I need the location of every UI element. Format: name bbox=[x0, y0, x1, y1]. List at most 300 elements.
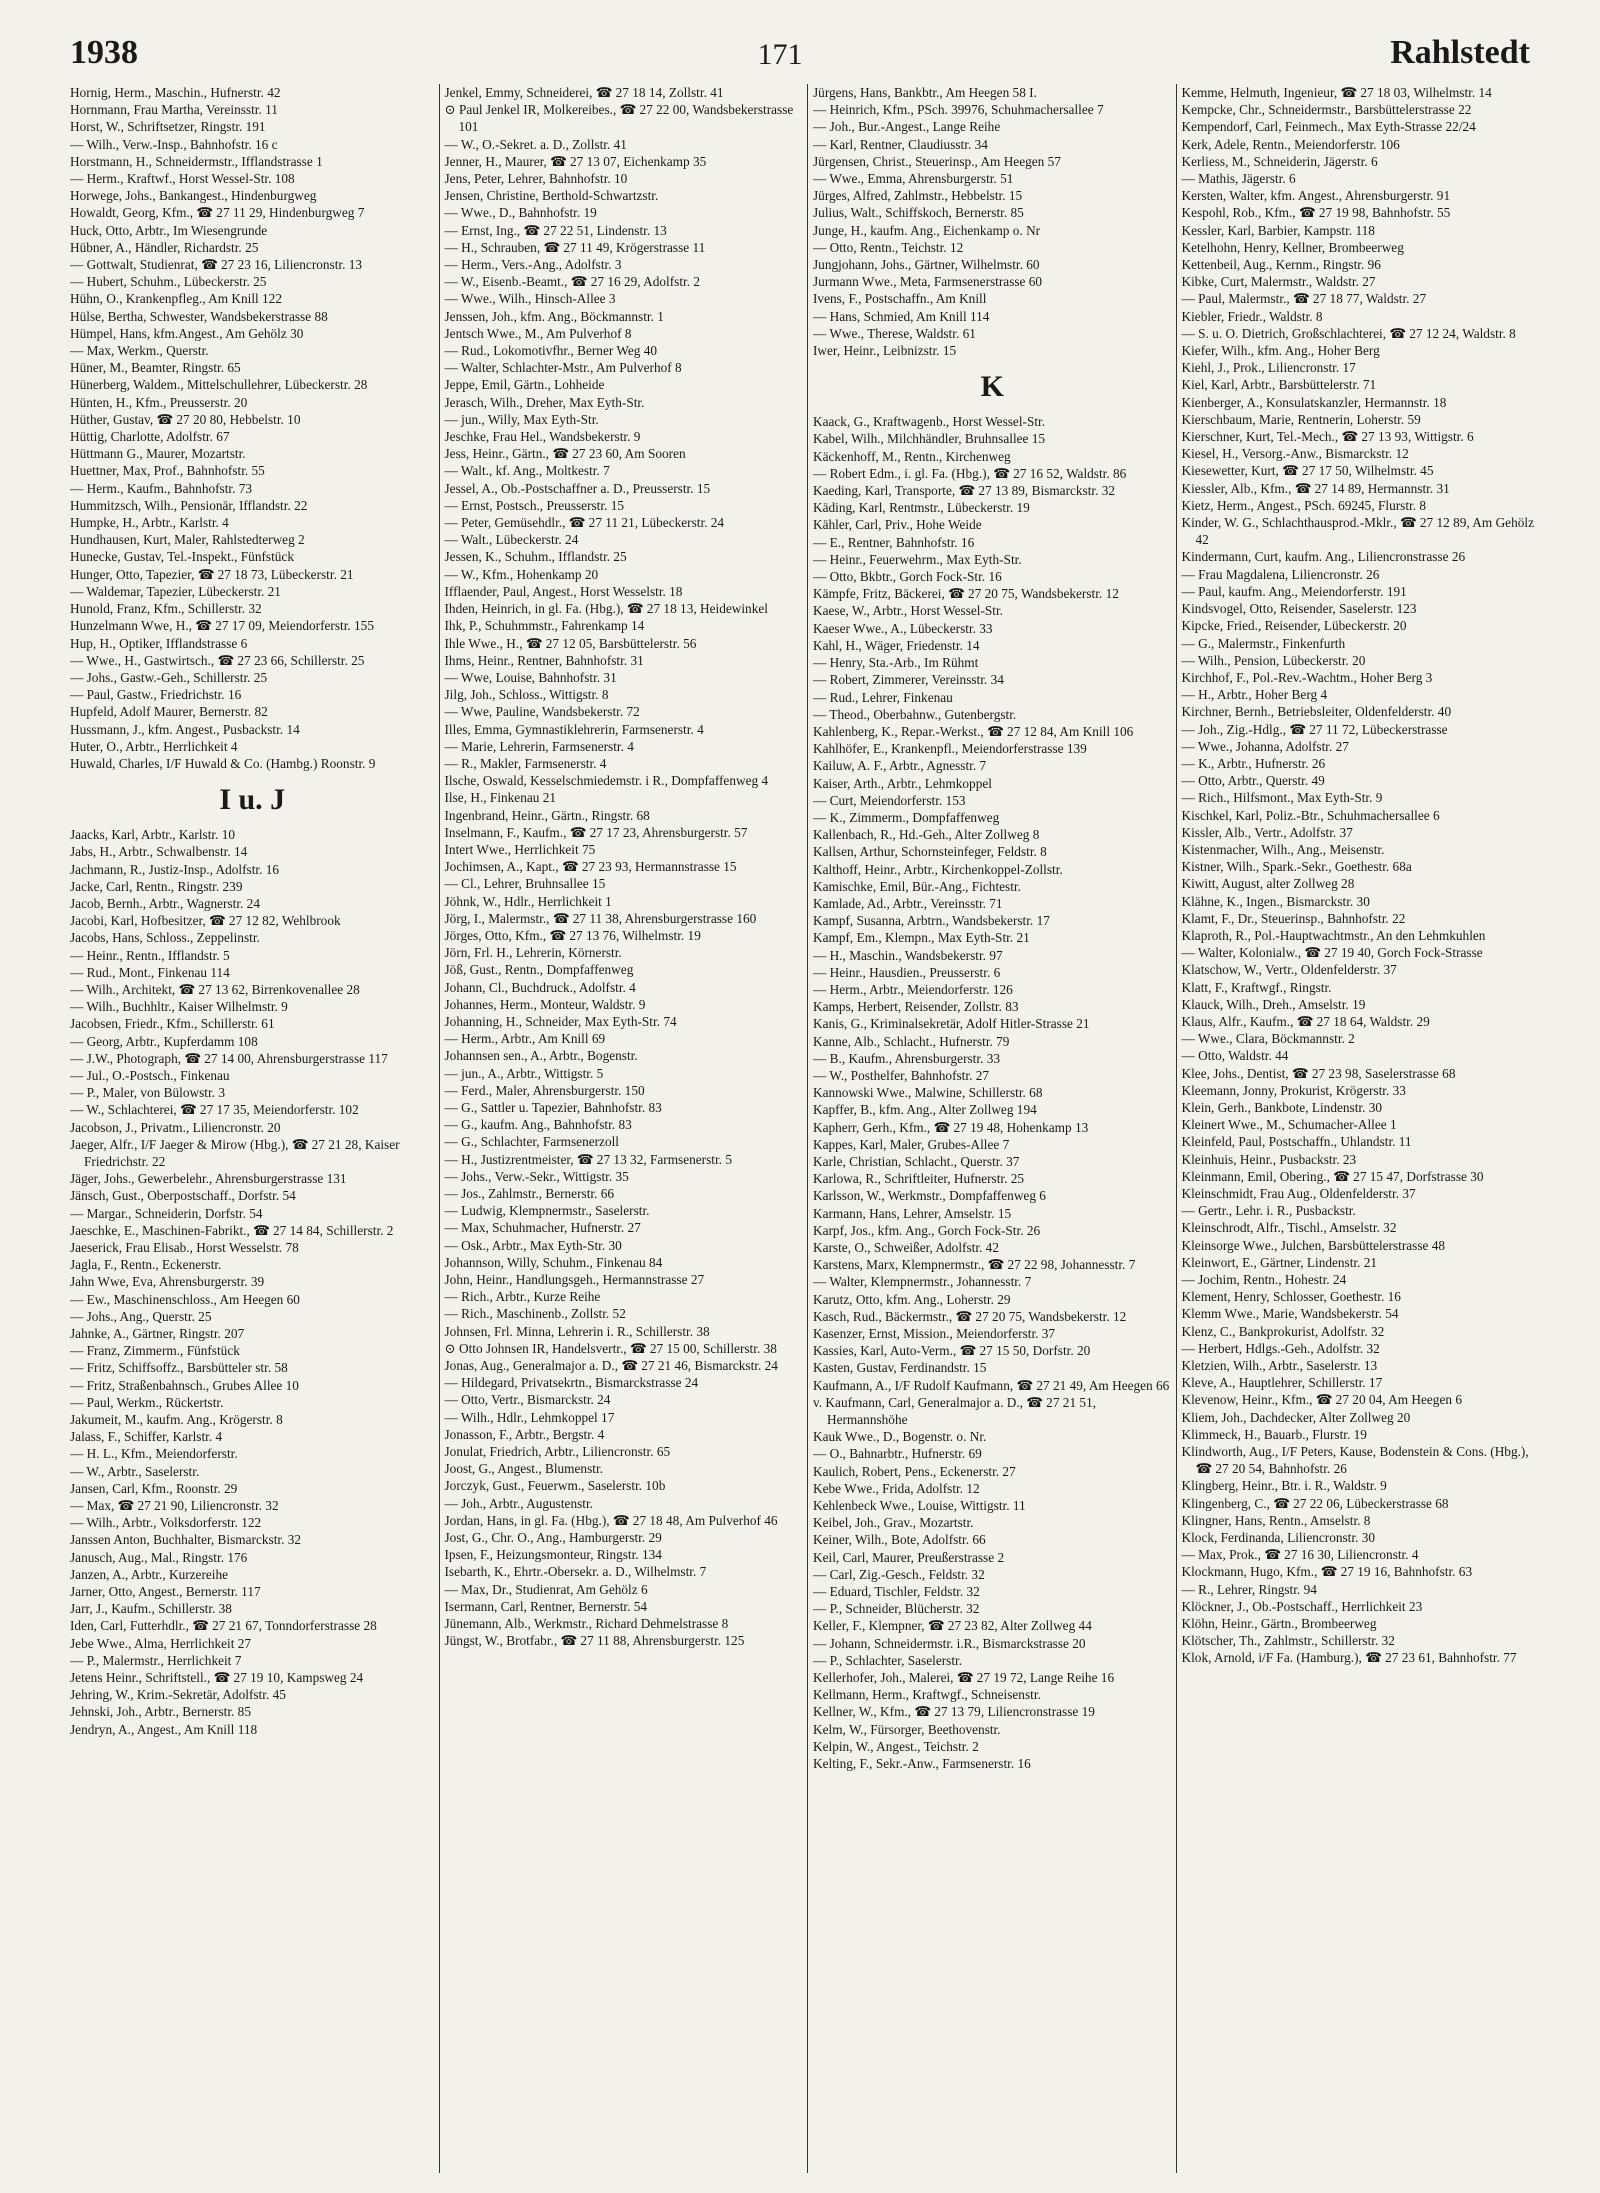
directory-entry: Kienberger, A., Konsulatskanzler, Hermannstr. 18 bbox=[1181, 394, 1447, 410]
directory-entry: Isermann, Carl, Rentner, Bernerstr. 54 bbox=[444, 1598, 648, 1614]
directory-entry: Kistenmacher, Wilh., Ang., Meisenstr. bbox=[1181, 841, 1385, 857]
directory-entry: Huter, O., Arbtr., Herrlichkeit 4 bbox=[70, 738, 238, 754]
directory-entry: Hünten, H., Kfm., Preusserstr. 20 bbox=[70, 394, 248, 410]
directory-entry: — Wilh., Hdlr., Lehmkoppel 17 bbox=[444, 1409, 615, 1425]
directory-entry: Jaeserick, Frau Elisab., Horst Wesselstr. 78 bbox=[70, 1240, 299, 1255]
directory-entry: — G., Malermstr., Finkenfurth bbox=[1181, 635, 1346, 651]
directory-entry: Jalass, F., Schiffer, Karlstr. 4 bbox=[70, 1429, 223, 1445]
directory-entry: Jaeger, Alfr., I/F Jaeger & Mirow (Hbg.), ☎ 27 21 28, Kaiser Friedrichstr. 22 bbox=[70, 1136, 400, 1169]
directory-entry: Jebe Wwe., Alma, Herrlichkeit 27 bbox=[70, 1635, 252, 1651]
directory-entry: — O., Bahnarbtr., Hufnerstr. 69 bbox=[813, 1446, 982, 1462]
directory-entry: — Walt., Lübeckerstr. 24 bbox=[444, 532, 579, 548]
directory-entry: Kallsen, Arthur, Schornsteinfeger, Feldstr. 8 bbox=[813, 844, 1047, 860]
directory-entry: — Jochim, Rentn., Hohestr. 24 bbox=[1181, 1272, 1347, 1288]
directory-entry: Kliem, Joh., Dachdecker, Alter Zollweg 20 bbox=[1181, 1409, 1411, 1425]
directory-entry: — Wilh., Verw.-Insp., Bahnhofstr. 16 c bbox=[70, 136, 278, 152]
directory-entry: — H. L., Kfm., Meiendorferstr. bbox=[70, 1446, 238, 1462]
directory-entry: Ihk, P., Schuhmmstr., Fahrenkamp 14 bbox=[444, 618, 645, 634]
directory-entry: Karstens, Marx, Klempnermstr., ☎ 27 22 98, Johannesstr. 7 bbox=[813, 1257, 1136, 1273]
directory-entry: Kasten, Gustav, Ferdinandstr. 15 bbox=[813, 1360, 987, 1376]
directory-entry: — Gertr., Lehr. i. R., Pusbackstr. bbox=[1181, 1203, 1356, 1219]
directory-entry: Klok, Arnold, i/F Fa. (Hamburg.), ☎ 27 23 61, Bahnhofstr. 77 bbox=[1181, 1650, 1517, 1666]
directory-entry: — Wwe., Wilh., Hinsch-Allee 3 bbox=[444, 291, 616, 307]
directory-entry: — Osk., Arbtr., Max Eyth-Str. 30 bbox=[444, 1237, 622, 1253]
directory-entry: Johannes, Herm., Monteur, Waldstr. 9 bbox=[444, 996, 646, 1012]
directory-entry: — G., Schlachter, Farmsenerzoll bbox=[444, 1134, 619, 1150]
directory-entry: Karutz, Otto, kfm. Ang., Loherstr. 29 bbox=[813, 1291, 1011, 1307]
directory-entry: Klingenberg, C., ☎ 27 22 06, Lübeckerstrasse 68 bbox=[1181, 1495, 1449, 1511]
directory-entry: Klaus, Alfr., Kaufm., ☎ 27 18 64, Waldstr. 29 bbox=[1181, 1013, 1430, 1029]
directory-entry: — Herm., Kaufm., Bahnhofstr. 73 bbox=[70, 480, 253, 496]
directory-entry: Horstmann, H., Schneidermstr., Ifflandstrasse 1 bbox=[70, 153, 323, 169]
directory-entry: — Fritz, Straßenbahnsch., Grubes Allee 10 bbox=[70, 1377, 299, 1393]
directory-entry: — W., Kfm., Hohenkamp 20 bbox=[444, 566, 599, 582]
directory-entry: — Rich., Maschinenb., Zollstr. 52 bbox=[444, 1306, 626, 1322]
directory-entry: Ketelhohn, Henry, Kellner, Brombeerweg bbox=[1181, 239, 1404, 255]
directory-entry: Junge, H., kaufm. Ang., Eichenkamp o. Nr bbox=[813, 222, 1041, 238]
directory-entry: Kleinschrodt, Alfr., Tischl., Amselstr. 32 bbox=[1181, 1220, 1397, 1236]
directory-entry: — B., Kaufm., Ahrensburgerstr. 33 bbox=[813, 1050, 1000, 1066]
column-2 bbox=[439, 84, 808, 2173]
directory-entry: Johnsen, Frl. Minna, Lehrerin i. R., Schillerstr. 38 bbox=[444, 1323, 710, 1339]
directory-entry: Jaeschke, E., Maschinen-Fabrikt., ☎ 27 14 84, Schillerstr. 2 bbox=[70, 1222, 394, 1238]
directory-entry: Karlowa, R., Schriftleiter, Hufnerstr. 25 bbox=[813, 1171, 1025, 1187]
directory-entry: Hunzelmann Wwe, H., ☎ 27 17 09, Meiendorferstr. 155 bbox=[70, 618, 374, 634]
directory-entry: — Wwe., Johanna, Adolfstr. 27 bbox=[1181, 738, 1349, 754]
directory-entry: — R., Lehrer, Ringstr. 94 bbox=[1181, 1581, 1317, 1597]
directory-entry: — Herm., Kraftwf., Horst Wessel-Str. 108 bbox=[70, 171, 295, 187]
directory-entry: Kempendorf, Carl, Feinmech., Max Eyth-Strasse 22/24 bbox=[1181, 119, 1476, 135]
directory-entry: Howaldt, Georg, Kfm., ☎ 27 11 29, Hindenburgweg 7 bbox=[70, 205, 365, 221]
directory-entry: Kiesel, H., Versorg.-Anw., Bismarckstr. 12 bbox=[1181, 446, 1409, 462]
directory-entry: — Heinr., Feuerwehrm., Max Eyth-Str. bbox=[813, 551, 1022, 567]
directory-entry: Kaese, W., Arbtr., Horst Wessel-Str. bbox=[813, 603, 1003, 619]
directory-entry: Jürgensen, Christ., Steuerinsp., Am Heegen 57 bbox=[813, 153, 1061, 169]
directory-entry: Jordan, Hans, in gl. Fa. (Hbg.), ☎ 27 18 48, Am Pulverhof 46 bbox=[444, 1512, 778, 1528]
directory-entry: Hünerberg, Waldem., Mittelschullehrer, Lübeckerstr. 28 bbox=[70, 377, 368, 393]
directory-entry: Kahlenberg, K., Repar.-Werkst., ☎ 27 12 84, Am Knill 106 bbox=[813, 723, 1134, 739]
directory-entry: — Wwe, Louise, Bahnhofstr. 31 bbox=[444, 669, 617, 685]
directory-entry: — Rud., Lehrer, Finkenau bbox=[813, 689, 953, 705]
directory-entry: Jehnski, Joh., Arbtr., Bernerstr. 85 bbox=[70, 1704, 251, 1720]
directory-entry: Humpke, H., Arbtr., Karlstr. 4 bbox=[70, 515, 229, 531]
directory-entry: — Gottwalt, Studienrat, ☎ 27 23 16, Liliencronstr. 13 bbox=[70, 257, 363, 273]
directory-entry: Klaproth, R., Pol.-Hauptwachtmstr., An den Lehmkuhlen bbox=[1181, 927, 1486, 943]
directory-entry: Kaufmann, A., I/F Rudolf Kaufmann, ☎ 27 21 49, Am Heegen 66 bbox=[813, 1377, 1170, 1393]
directory-entry: Horst, W., Schriftsetzer, Ringstr. 191 bbox=[70, 119, 266, 135]
directory-entry: — Rud., Lokomotivfhr., Berner Weg 40 bbox=[444, 343, 658, 359]
directory-entry: Kaeding, Karl, Transporte, ☎ 27 13 89, Bismarckstr. 32 bbox=[813, 483, 1116, 499]
directory-entry: Kaulich, Robert, Pens., Eckenerstr. 27 bbox=[813, 1463, 1016, 1479]
directory-entry: Kanis, G., Kriminalsekretär, Adolf Hitler-Strasse 21 bbox=[813, 1016, 1090, 1032]
directory-entry: Jürges, Alfred, Zahlmstr., Hebbelstr. 15 bbox=[813, 188, 1023, 204]
directory-entry: Jabs, H., Arbtr., Schwalbenstr. 14 bbox=[70, 844, 248, 860]
section-heading: I u. J bbox=[219, 783, 286, 817]
directory-entry: — H., Arbtr., Hoher Berg 4 bbox=[1181, 687, 1328, 703]
directory-entry: Jakumeit, M., kaufm. Ang., Krögerstr. 8 bbox=[70, 1412, 283, 1428]
directory-entry: Hüttig, Charlotte, Adolfstr. 67 bbox=[70, 429, 230, 445]
directory-entry: Kiebler, Friedr., Waldstr. 8 bbox=[1181, 308, 1323, 324]
directory-entry: — H., Maschin., Wandsbekerstr. 97 bbox=[813, 947, 1003, 963]
directory-entry: Jarner, Otto, Angest., Bernerstr. 117 bbox=[70, 1584, 261, 1600]
directory-entry: Hummitzsch, Wilh., Pensionär, Ifflandstr. 22 bbox=[70, 497, 308, 513]
directory-entry: — Walter, Klempnermstr., Johannesstr. 7 bbox=[813, 1274, 1032, 1290]
directory-entry: Kasenzer, Ernst, Mission., Meiendorferstr. 37 bbox=[813, 1326, 1056, 1342]
directory-entry: — Paul, Werkm., Rückertstr. bbox=[70, 1394, 224, 1410]
directory-entry: Iwer, Heinr., Leibnizstr. 15 bbox=[813, 343, 957, 359]
directory-entry: — Wwe., D., Bahnhofstr. 19 bbox=[444, 205, 597, 221]
directory-entry: Klöckner, J., Ob.-Postschaff., Herrlichkeit 23 bbox=[1181, 1598, 1423, 1614]
directory-entry: Kellner, W., Kfm., ☎ 27 13 79, Liliencronstrasse 19 bbox=[813, 1704, 1095, 1720]
directory-entry: Kinder, W. G., Schlachthausprod.-Mklr., ☎ 27 12 89, Am Gehölz 42 bbox=[1181, 515, 1534, 548]
directory-entry: — Wwe, Pauline, Wandsbekerstr. 72 bbox=[444, 704, 640, 720]
directory-entry: Kaack, G., Kraftwagenb., Horst Wessel-Str. bbox=[813, 414, 1046, 430]
directory-entry: Jeschke, Frau Hel., Wandsbekerstr. 9 bbox=[444, 429, 641, 445]
directory-entry: Kleinwort, E., Gärtner, Lindenstr. 21 bbox=[1181, 1254, 1378, 1270]
directory-entry: Jaacks, Karl, Arbtr., Karlstr. 10 bbox=[70, 827, 236, 843]
directory-entry: Hunger, Otto, Tapezier, ☎ 27 18 73, Lübeckerstr. 21 bbox=[70, 566, 354, 582]
directory-entry: — Karl, Rentner, Claudiusstr. 34 bbox=[813, 136, 988, 152]
page-number: 171 bbox=[757, 38, 803, 71]
directory-entry: — P., Maler, von Bülowstr. 3 bbox=[70, 1085, 225, 1101]
directory-entry: Hussmann, J., kfm. Angest., Pusbackstr. 14 bbox=[70, 721, 300, 737]
directory-entry: Kähler, Carl, Priv., Hohe Weide bbox=[813, 517, 982, 533]
directory-entry: — Paul, Gastw., Friedrichstr. 16 bbox=[70, 687, 242, 703]
directory-entry: Jilg, Joh., Schloss., Wittigstr. 8 bbox=[444, 687, 609, 703]
directory-entry: Kerk, Adele, Rentn., Meiendorferstr. 106 bbox=[1181, 136, 1400, 152]
directory-entry: Ihle Wwe., H., ☎ 27 12 05, Barsbüttelerstr. 56 bbox=[444, 635, 697, 651]
directory-entry: — Eduard, Tischler, Feldstr. 32 bbox=[813, 1584, 980, 1600]
directory-entry: Hülse, Bertha, Schwester, Wandsbekerstrasse 88 bbox=[70, 308, 328, 324]
directory-entry: Jacob, Bernh., Arbtr., Wagnerstr. 24 bbox=[70, 895, 260, 911]
directory-entry: — Hubert, Schuhm., Lübeckerstr. 25 bbox=[70, 274, 267, 290]
directory-entry: Kanne, Alb., Schlacht., Hufnerstr. 79 bbox=[813, 1033, 1010, 1049]
directory-entry: Kespohl, Rob., Kfm., ☎ 27 19 98, Bahnhofstr. 55 bbox=[1181, 205, 1451, 221]
directory-entry: — Joh., Arbtr., Augustenstr. bbox=[444, 1495, 593, 1511]
directory-entry: Jonasson, F., Arbtr., Bergstr. 4 bbox=[444, 1426, 605, 1442]
directory-entry: Kischkel, Karl, Poliz.-Btr., Schuhmachersallee 6 bbox=[1181, 807, 1440, 823]
directory-entry: — Otto, Waldstr. 44 bbox=[1181, 1048, 1289, 1064]
directory-entry: Kemme, Helmuth, Ingenieur, ☎ 27 18 03, Wilhelmstr. 14 bbox=[1181, 85, 1492, 100]
directory-entry: Kirchhof, F., Pol.-Rev.-Wachtm., Hoher Berg 3 bbox=[1181, 669, 1433, 685]
directory-entry: Jahnke, A., Gärtner, Ringstr. 207 bbox=[70, 1326, 245, 1342]
directory-entry: Klemm Wwe., Marie, Wandsbekerstr. 54 bbox=[1181, 1306, 1399, 1322]
directory-entry: Kleemann, Jonny, Prokurist, Krögerstr. 33 bbox=[1181, 1082, 1406, 1098]
directory-entry: Karpf, Jos., kfm. Ang., Gorch Fock-Str. 26 bbox=[813, 1222, 1041, 1238]
directory-entry: — jun., A., Arbtr., Wittigstr. 5 bbox=[444, 1065, 604, 1081]
directory-entry: Jacobson, J., Privatm., Liliencronstr. 20 bbox=[70, 1119, 281, 1135]
directory-entry: Kiel, Karl, Arbtr., Barsbüttelerstr. 71 bbox=[1181, 377, 1377, 393]
directory-entry: Intert Wwe., Herrlichkeit 75 bbox=[444, 841, 596, 857]
directory-entry: Julius, Walt., Schiffskoch, Bernerstr. 85 bbox=[813, 205, 1024, 221]
directory-entry: Hüther, Gustav, ☎ 27 20 80, Hebbelstr. 10 bbox=[70, 411, 301, 427]
page-place-title: Rahlstedt bbox=[1390, 34, 1530, 71]
directory-entry: Kiesewetter, Kurt, ☎ 27 17 50, Wilhelmstr. 45 bbox=[1181, 463, 1434, 479]
directory-entry: Jänsch, Gust., Oberpostschaff., Dorfstr. 54 bbox=[70, 1188, 296, 1204]
directory-entry: — Herm., Arbtr., Meiendorferstr. 126 bbox=[813, 981, 1013, 997]
directory-entry: — Wwe., Clara, Böckmannstr. 2 bbox=[1181, 1031, 1355, 1047]
directory-entry: Kehlenbeck Wwe., Louise, Wittigstr. 11 bbox=[813, 1498, 1026, 1514]
directory-entry: Jöhnk, W., Hdlr., Herrlichkeit 1 bbox=[444, 893, 612, 909]
directory-entry: — Herm., Arbtr., Am Knill 69 bbox=[444, 1031, 606, 1047]
directory-entry: Jörn, Frl. H., Lehrerin, Körnerstr. bbox=[444, 945, 622, 961]
directory-entry: Klauck, Wilh., Dreh., Amselstr. 19 bbox=[1181, 996, 1366, 1012]
directory-entry: Kierschbaum, Marie, Rentnerin, Loherstr. 59 bbox=[1181, 411, 1421, 427]
directory-entry: Jacobi, Karl, Hofbesitzer, ☎ 27 12 82, Wehlbrook bbox=[70, 913, 341, 929]
directory-entry: Kahlhöfer, E., Krankenpfl., Meiendorferstrasse 139 bbox=[813, 741, 1087, 757]
directory-entry: — Henry, Sta.-Arb., Im Rühmt bbox=[813, 655, 979, 671]
directory-entry: Johann, Cl., Buchdruck., Adolfstr. 4 bbox=[444, 979, 636, 995]
directory-entry: — Walter, Kolonialw., ☎ 27 19 40, Gorch Fock-Strasse bbox=[1181, 945, 1483, 961]
directory-entry: Horwege, Johs., Bankangest., Hindenburgweg bbox=[70, 188, 317, 204]
directory-entry: Kaiser, Arth., Arbtr., Lehmkoppel bbox=[813, 775, 992, 791]
directory-entry: Kahl, H., Wäger, Friedenstr. 14 bbox=[813, 637, 980, 653]
directory-entry: — W., O.-Sekret. a. D., Zollstr. 41 bbox=[444, 136, 627, 152]
directory-entry: Ilse, H., Finkenau 21 bbox=[444, 790, 557, 806]
directory-entry: — Rud., Mont., Finkenau 114 bbox=[70, 964, 230, 980]
directory-entry: Kindermann, Curt, kaufm. Ang., Liliencronstrasse 26 bbox=[1181, 549, 1466, 565]
directory-entry: Kellerhofer, Joh., Malerei, ☎ 27 19 72, Lange Reihe 16 bbox=[813, 1670, 1115, 1686]
directory-entry: Jacobsen, Friedr., Kfm., Schillerstr. 61 bbox=[70, 1016, 275, 1032]
directory-entry: Jöß, Gust., Rentn., Dompfaffenweg bbox=[444, 962, 634, 978]
directory-entry: Kiwitt, August, alter Zollweg 28 bbox=[1181, 876, 1355, 892]
column-4 bbox=[1176, 84, 1545, 2173]
directory-entry: — P., Schneider, Blücherstr. 32 bbox=[813, 1601, 980, 1617]
directory-entry: — E., Rentner, Bahnhofstr. 16 bbox=[813, 534, 975, 550]
directory-entry: — Robert, Zimmerer, Vereinsstr. 34 bbox=[813, 672, 1004, 688]
directory-entry: Kietz, Herm., Angest., PSch. 69245, Flurstr. 8 bbox=[1181, 497, 1427, 513]
column-1 bbox=[70, 84, 439, 2173]
directory-entry: Kersten, Walter, kfm. Angest., Ahrensburgerstr. 91 bbox=[1181, 188, 1451, 204]
directory-entry: — Paul, kaufm. Ang., Meiendorferstr. 191 bbox=[1181, 583, 1407, 599]
directory-entry: — Otto, Bkbtr., Gorch Fock-Str. 16 bbox=[813, 569, 1002, 585]
directory-entry: — Johs., Ang., Querstr. 25 bbox=[70, 1308, 212, 1324]
directory-entry: Jurmann Wwe., Meta, Farmsenerstrasse 60 bbox=[813, 274, 1043, 290]
directory-entry: Hunold, Franz, Kfm., Schillerstr. 32 bbox=[70, 601, 262, 617]
directory-entry: — W., Arbtr., Saselerstr. bbox=[70, 1463, 200, 1479]
directory-entry: Huettner, Max, Prof., Bahnhofstr. 55 bbox=[70, 463, 265, 479]
directory-entry: — Max, Dr., Studienrat, Am Gehölz 6 bbox=[444, 1581, 648, 1597]
directory-entry: Käckenhoff, M., Rentn., Kirchenweg bbox=[813, 448, 1011, 464]
directory-entry: Klement, Henry, Schlosser, Goethestr. 16 bbox=[1181, 1289, 1401, 1305]
directory-entry: Kappes, Karl, Maler, Grubes-Allee 7 bbox=[813, 1136, 1010, 1152]
directory-entry: — Georg, Arbtr., Kupferdamm 108 bbox=[70, 1033, 258, 1049]
directory-entry: Kleve, A., Hauptlehrer, Schillerstr. 17 bbox=[1181, 1375, 1383, 1391]
directory-entry: Johanning, H., Schneider, Max Eyth-Str. 74 bbox=[444, 1013, 677, 1029]
directory-entry: — Robert Edm., i. gl. Fa. (Hbg.), ☎ 27 16 52, Waldstr. 86 bbox=[813, 465, 1127, 481]
directory-entry: Karste, O., Schweißer, Adolfstr. 42 bbox=[813, 1240, 999, 1255]
directory-entry: Karmann, Hans, Lehrer, Amselstr. 15 bbox=[813, 1205, 1012, 1221]
directory-entry: — S. u. O. Dietrich, Großschlachterei, ☎ 27 12 24, Waldstr. 8 bbox=[1181, 325, 1516, 341]
page-year: 1938 bbox=[70, 34, 138, 71]
directory-entry: Huwald, Charles, I/F Huwald & Co. (Hambg.) Roonstr. 9 bbox=[70, 755, 376, 771]
directory-entry: Kindsvogel, Otto, Reisender, Saselerstr. 123 bbox=[1181, 601, 1417, 617]
directory-entry: Keiner, Wilh., Bote, Adolfstr. 66 bbox=[813, 1532, 986, 1548]
directory-entry: — W., Schlachterei, ☎ 27 17 35, Meiendorferstr. 102 bbox=[70, 1102, 359, 1118]
directory-entry: Kibke, Curt, Malermstr., Waldstr. 27 bbox=[1181, 274, 1376, 290]
directory-entry: — Joh., Bur.-Angest., Lange Reihe bbox=[813, 119, 1001, 135]
directory-entry: — Wilh., Buchhltr., Kaiser Wilhelmstr. 9 bbox=[70, 999, 288, 1015]
directory-entry: Hornig, Herm., Maschin., Hufnerstr. 42 bbox=[70, 85, 281, 100]
directory-entry: — Otto, Rentn., Teichstr. 12 bbox=[813, 239, 964, 255]
directory-entry: Kleinmann, Emil, Obering., ☎ 27 15 47, Dorfstrasse 30 bbox=[1181, 1168, 1484, 1184]
directory-entry: Hübner, A., Händler, Richardstr. 25 bbox=[70, 239, 259, 255]
directory-entry: Kasch, Rud., Bäckermstr., ☎ 27 20 75, Wandsbekerstr. 12 bbox=[813, 1308, 1127, 1324]
directory-entry: — Max, Prok., ☎ 27 16 30, Liliencronstr. 4 bbox=[1181, 1547, 1419, 1563]
page-header bbox=[70, 22, 1530, 72]
directory-entry: Jünemann, Alb., Werkmstr., Richard Dehmelstrasse 8 bbox=[444, 1616, 729, 1632]
directory-entry: Ipsen, F., Heizungsmonteur, Ringstr. 134 bbox=[444, 1547, 662, 1563]
directory-entry: — G., kaufm. Ang., Bahnhofstr. 83 bbox=[444, 1117, 632, 1133]
directory-entry: Janzen, A., Arbtr., Kurzereihe bbox=[70, 1566, 229, 1582]
directory-columns bbox=[70, 84, 1544, 2173]
directory-entry: Jentsch Wwe., M., Am Pulverhof 8 bbox=[444, 325, 632, 341]
directory-entry: Kapherr, Gerh., Kfm., ☎ 27 19 48, Hohenkamp 13 bbox=[813, 1119, 1089, 1135]
directory-entry: Jungjohann, Johs., Gärtner, Wilhelmstr. 60 bbox=[813, 257, 1040, 273]
directory-entry: Kebe Wwe., Frida, Adolfstr. 12 bbox=[813, 1480, 980, 1496]
directory-entry: — Ew., Maschinenschloss., Am Heegen 60 bbox=[70, 1291, 300, 1307]
directory-entry: Kipcke, Fried., Reisender, Lübeckerstr. 20 bbox=[1181, 618, 1407, 634]
directory-entry: Kleinert Wwe., M., Schumacher-Allee 1 bbox=[1181, 1117, 1397, 1133]
directory-entry: Kannowski Wwe., Malwine, Schillerstr. 68 bbox=[813, 1085, 1043, 1101]
directory-entry: — W., Eisenb.-Beamt., ☎ 27 16 29, Adolfstr. 2 bbox=[444, 274, 701, 290]
directory-entry: — Jos., Zahlmstr., Bernerstr. 66 bbox=[444, 1186, 615, 1201]
directory-entry: — Herm., Vers.-Ang., Adolfstr. 3 bbox=[444, 257, 622, 273]
directory-entry: Kierschner, Kurt, Tel.-Mech., ☎ 27 13 93, Wittigstr. 6 bbox=[1181, 429, 1474, 445]
directory-entry: Jörges, Otto, Kfm., ☎ 27 13 76, Wilhelmstr. 19 bbox=[444, 927, 701, 943]
directory-entry: Kelting, F., Sekr.-Anw., Farmsenerstr. 16 bbox=[813, 1756, 1031, 1772]
directory-entry: — Margar., Schneiderin, Dorfstr. 54 bbox=[70, 1205, 263, 1221]
directory-entry: — Ernst, Postsch., Preusserstr. 15 bbox=[444, 497, 625, 513]
directory-entry: Hup, H., Optiker, Ifflandstrasse 6 bbox=[70, 635, 248, 651]
directory-entry: — Marie, Lehrerin, Farmsenerstr. 4 bbox=[444, 738, 634, 754]
directory-entry: Janusch, Aug., Mal., Ringstr. 176 bbox=[70, 1549, 248, 1565]
directory-entry: Jonulat, Friedrich, Arbtr., Liliencronstr. 65 bbox=[444, 1444, 671, 1460]
directory-entry: Keil, Carl, Maurer, Preußerstrasse 2 bbox=[813, 1549, 1005, 1565]
directory-entry: — Heinr., Rentn., Ifflandstr. 5 bbox=[70, 947, 230, 963]
directory-entry: Klötscher, Th., Zahlmstr., Schillerstr. 32 bbox=[1181, 1633, 1395, 1649]
directory-entry: Keibel, Joh., Grav., Mozartstr. bbox=[813, 1515, 974, 1531]
directory-entry: Ingenbrand, Heinr., Gärtn., Ringstr. 68 bbox=[444, 807, 650, 823]
directory-entry: Ifflaender, Paul, Angest., Horst Wesselstr. 18 bbox=[444, 583, 683, 599]
directory-entry: Jorczyk, Gust., Feuerwm., Saselerstr. 10b bbox=[444, 1478, 666, 1494]
directory-entry: — Paul, Malermstr., ☎ 27 18 77, Waldstr. 27 bbox=[1181, 291, 1427, 307]
directory-entry: Jürgens, Hans, Bankbtr., Am Heegen 58 I. bbox=[813, 85, 1037, 100]
directory-entry: — P., Malermstr., Herrlichkeit 7 bbox=[70, 1652, 242, 1668]
directory-entry: Kettenbeil, Aug., Kernm., Ringstr. 96 bbox=[1181, 257, 1381, 273]
directory-entry: — H., Justizrentmeister, ☎ 27 13 32, Farmsenerstr. 5 bbox=[444, 1151, 732, 1167]
column-3 bbox=[807, 84, 1176, 2173]
directory-entry: Kalthoff, Heinr., Arbtr., Kirchenkoppel-Zollstr. bbox=[813, 861, 1063, 877]
directory-entry: — Rich., Arbtr., Kurze Reihe bbox=[444, 1289, 601, 1305]
directory-entry: Kauk Wwe., D., Bogenstr. o. Nr. bbox=[813, 1429, 987, 1445]
directory-entry: Jensen, Christine, Berthold-Schwartzstr. bbox=[444, 188, 659, 204]
directory-entry: — Ernst, Ing., ☎ 27 22 51, Lindenstr. 13 bbox=[444, 222, 667, 238]
directory-entry: — Wilh., Architekt, ☎ 27 13 62, Birrenkovenallee 28 bbox=[70, 981, 360, 997]
directory-entry: Klindworth, Aug., I/F Peters, Kause, Bodenstein & Cons. (Hbg.), ☎ 27 20 54, Bahnhofstr. 26 bbox=[1181, 1444, 1529, 1477]
directory-entry: — K., Zimmerm., Dompfaffenweg bbox=[813, 809, 1000, 825]
directory-entry: Kaeser Wwe., A., Lübeckerstr. 33 bbox=[813, 620, 993, 636]
directory-entry: Klingberg, Heinr., Btr. i. R., Waldstr. 9 bbox=[1181, 1478, 1387, 1494]
directory-entry: Kailuw, A. F., Arbtr., Agnesstr. 7 bbox=[813, 758, 987, 774]
directory-entry: Klatt, F., Kraftwgf., Ringstr. bbox=[1181, 979, 1332, 995]
directory-entry: — Joh., Zig.-Hdlg., ☎ 27 11 72, Lübeckerstrasse bbox=[1181, 721, 1448, 737]
directory-entry: Jenner, H., Maurer, ☎ 27 13 07, Eichenkamp 35 bbox=[444, 153, 707, 169]
directory-entry: Klatschow, W., Vertr., Oldenfelderstr. 37 bbox=[1181, 962, 1397, 978]
directory-entry: Jens, Peter, Lehrer, Bahnhofstr. 10 bbox=[444, 171, 628, 187]
directory-entry: — Waldemar, Tapezier, Lübeckerstr. 21 bbox=[70, 583, 281, 599]
directory-entry: — Johs., Gastw.-Geh., Schillerstr. 25 bbox=[70, 669, 268, 685]
directory-entry: — Hildegard, Privatsekrtn., Bismarckstrasse 24 bbox=[444, 1375, 699, 1391]
directory-entry: Hühn, O., Krankenpfleg., Am Knill 122 bbox=[70, 291, 282, 307]
directory-entry: Kellmann, Herm., Kraftwgf., Schneisenstr. bbox=[813, 1687, 1041, 1703]
directory-entry: — Carl, Zig.-Gesch., Feldstr. 32 bbox=[813, 1566, 985, 1582]
directory-entry: Jost, G., Chr. O., Ang., Hamburgerstr. 29 bbox=[444, 1530, 662, 1546]
directory-entry: Klock, Ferdinanda, Liliencronstr. 30 bbox=[1181, 1530, 1375, 1546]
directory-entry: Klee, Johs., Dentist, ☎ 27 23 98, Saselerstrasse 68 bbox=[1181, 1065, 1456, 1081]
directory-entry: Hümpel, Hans, kfm.Angest., Am Gehölz 30 bbox=[70, 325, 304, 341]
directory-entry: Keller, F., Klempner, ☎ 27 23 82, Alter Zollweg 44 bbox=[813, 1618, 1092, 1634]
directory-entry: — Wilh., Arbtr., Volksdorferstr. 122 bbox=[70, 1515, 262, 1531]
directory-entry: — J.W., Photograph, ☎ 27 14 00, Ahrensburgerstrasse 117 bbox=[70, 1050, 388, 1066]
directory-entry: — G., Sattler u. Tapezier, Bahnhofstr. 83 bbox=[444, 1099, 662, 1115]
directory-entry: Klockmann, Hugo, Kfm., ☎ 27 19 16, Bahnhofstr. 63 bbox=[1181, 1564, 1473, 1580]
directory-entry: Kelpin, W., Angest., Teichstr. 2 bbox=[813, 1738, 979, 1754]
directory-entry: Jess, Heinr., Gärtn., ☎ 27 23 60, Am Sooren bbox=[444, 446, 686, 462]
directory-entry: — Otto, Arbtr., Querstr. 49 bbox=[1181, 773, 1325, 789]
directory-entry: Klevenow, Heinr., Kfm., ☎ 27 20 04, Am Heegen 6 bbox=[1181, 1392, 1462, 1408]
directory-entry: Jendryn, A., Angest., Am Knill 118 bbox=[70, 1721, 258, 1737]
directory-entry: Kistner, Wilh., Spark.-Sekr., Goethestr. 68a bbox=[1181, 859, 1412, 875]
directory-entry: Jenkel, Emmy, Schneiderei, ☎ 27 18 14, Zollstr. 41 bbox=[444, 85, 724, 100]
directory-entry: Klöhn, Heinr., Gärtn., Brombeerweg bbox=[1181, 1616, 1377, 1632]
directory-entry: Jarr, J., Kaufm., Schillerstr. 38 bbox=[70, 1601, 232, 1617]
directory-entry: — W., Posthelfer, Bahnhofstr. 27 bbox=[813, 1067, 990, 1083]
directory-entry: Käding, Karl, Rentmstr., Lübeckerstr. 19 bbox=[813, 500, 1030, 516]
directory-entry: Kletzien, Wilh., Arbtr., Saselerstr. 13 bbox=[1181, 1358, 1378, 1374]
directory-entry: — Rich., Hilfsmont., Max Eyth-Str. 9 bbox=[1181, 790, 1383, 806]
directory-entry: Hunecke, Gustav, Tel.-Inspekt., Fünfstück bbox=[70, 549, 294, 565]
directory-entry: — Heinr., Hausdien., Preusserstr. 6 bbox=[813, 964, 1001, 980]
directory-entry: Jerasch, Wilh., Dreher, Max Eyth-Str. bbox=[444, 394, 645, 410]
directory-entry: Isebarth, K., Ehrtr.-Obersekr. a. D., Wilhelmstr. 7 bbox=[444, 1564, 707, 1580]
directory-entry: Jochimsen, A., Kapt., ☎ 27 23 93, Hermannstrasse 15 bbox=[444, 859, 737, 875]
directory-entry: Hundhausen, Kurt, Maler, Rahlstedterweg 2 bbox=[70, 532, 305, 548]
directory-entry: Kleinsorge Wwe., Julchen, Barsbüttelerstrasse 48 bbox=[1181, 1237, 1446, 1253]
directory-entry: — Cl., Lehrer, Bruhnsallee 15 bbox=[444, 876, 606, 892]
directory-entry: Jörg, I., Malermstr., ☎ 27 11 38, Ahrensburgerstrasse 160 bbox=[444, 910, 757, 926]
directory-entry: Iden, Carl, Futterhdlr., ☎ 27 21 67, Tonndorferstrasse 28 bbox=[70, 1618, 377, 1634]
directory-entry: — Max, ☎ 27 21 90, Liliencronstr. 32 bbox=[70, 1498, 279, 1514]
directory-entry: — Ludwig, Klempnermstr., Saselerstr. bbox=[444, 1203, 650, 1219]
directory-entry: — Herbert, Hdlgs.-Geh., Adolfstr. 32 bbox=[1181, 1340, 1380, 1356]
directory-entry: — jun., Willy, Max Eyth-Str. bbox=[444, 411, 599, 427]
directory-entry: Kempcke, Chr., Schneidermstr., Barsbüttelerstrasse 22 bbox=[1181, 102, 1472, 118]
directory-entry: Kessler, Karl, Barbier, Kampstr. 118 bbox=[1181, 222, 1375, 238]
directory-entry: Jehring, W., Krim.-Sekretär, Adolfstr. 45 bbox=[70, 1687, 286, 1703]
directory-entry: — Peter, Gemüsehdlr., ☎ 27 11 21, Lübeckerstr. 24 bbox=[444, 515, 725, 531]
directory-entry: Kelm, W., Fürsorger, Beethovenstr. bbox=[813, 1721, 1001, 1737]
directory-entry: Kämpfe, Fritz, Bäckerei, ☎ 27 20 75, Wandsbekerstr. 12 bbox=[813, 586, 1119, 602]
directory-entry: Jansen, Carl, Kfm., Roonstr. 29 bbox=[70, 1480, 238, 1496]
directory-entry: ⊙ Otto Johnsen IR, Handelsvertr., ☎ 27 15 00, Schillerstr. 38 bbox=[444, 1340, 777, 1356]
directory-entry: — Fritz, Schiffsoffz., Barsbütteler str. 58 bbox=[70, 1360, 288, 1376]
directory-entry: Jeppe, Emil, Gärtn., Lohheide bbox=[444, 377, 605, 393]
directory-entry: — Heinrich, Kfm., PSch. 39976, Schuhmachersallee 7 bbox=[813, 102, 1104, 118]
directory-entry: Kabel, Wilh., Milchhändler, Bruhnsallee 15 bbox=[813, 431, 1046, 447]
directory-entry: Huck, Otto, Arbtr., Im Wiesengrunde bbox=[70, 222, 268, 238]
directory-entry: Johannsen sen., A., Arbtr., Bogenstr. bbox=[444, 1048, 638, 1064]
